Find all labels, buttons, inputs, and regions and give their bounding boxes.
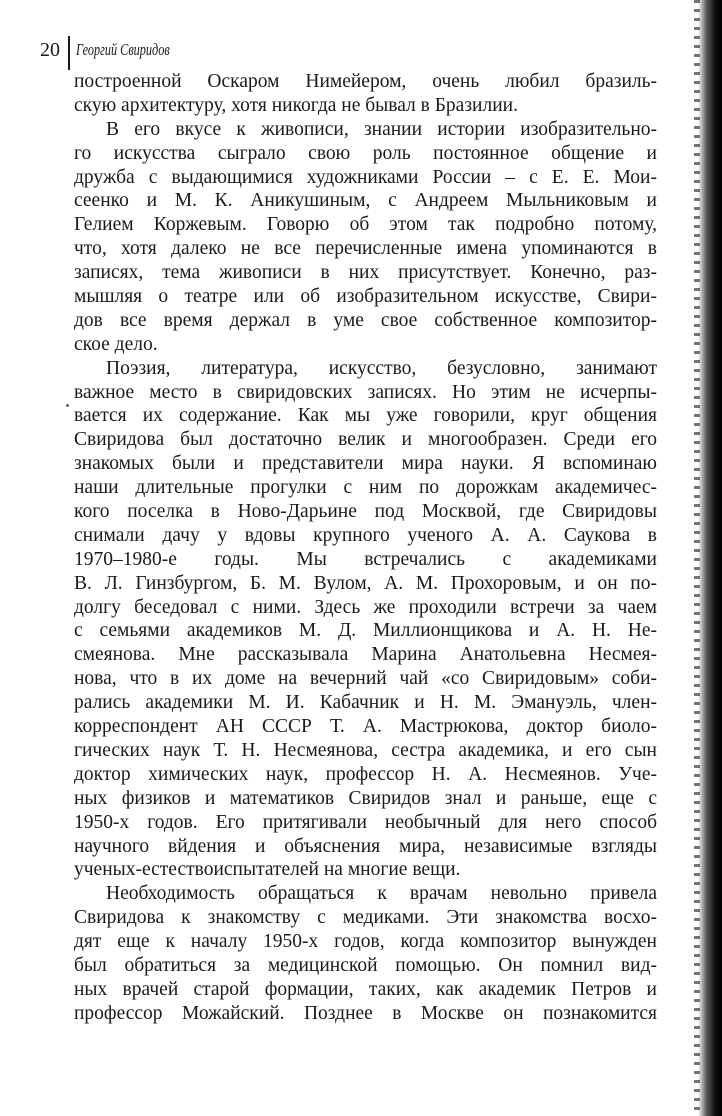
text-line: ученых-естествоиспытателей на многие вещи. — [74, 859, 461, 881]
text-line: профессор Можайский. Позднее в Москве он познакомится — [74, 1002, 657, 1024]
text-line: го искусства сыграло свою роль постоянное общение и — [74, 142, 657, 164]
body-text — [74, 70, 657, 1026]
text-line: с семьями академиков М. Д. Миллионщикова и А. Н. Не- — [74, 620, 657, 642]
text-line: ных врачей старой формации, таких, как академик Петров и — [74, 978, 657, 1000]
text-line: гических наук Т. Н. Несмеянова, сестра академика, и его сын — [74, 739, 657, 761]
text-line: мышляя о театре или об изобразительном искусстве, Свири- — [74, 286, 657, 308]
text-line: В его вкусе к живописи, знании истории изобразительно- — [106, 118, 657, 140]
text-line: что, хотя далеко не все перечисленные имена упоминаются в — [74, 238, 657, 260]
text-line: снимали дачу у вдовы крупного ученого А. А. Саукова в — [74, 524, 657, 546]
text-line: ское дело. — [74, 333, 158, 355]
text-line: сеенко и М. К. Аникушиным, с Андреем Мыльниковым и — [74, 190, 657, 212]
text-line: знакомых были и представители мира науки. Я вспоминаю — [74, 453, 657, 475]
text-line: наши длительные прогулки с ним по дорожкам академичес- — [74, 477, 657, 499]
text-line: 1950-х годов. Его притягивали необычный для него способ — [74, 811, 657, 833]
text-line: Свиридова к знакомству с медиками. Эти знакомства восхо- — [74, 907, 657, 929]
header-divider — [68, 36, 70, 70]
text-line: ных физиков и математиков Свиридов знал и раньше, еще с — [74, 787, 657, 809]
text-line: В. Л. Гинзбургом, Б. М. Вулом, А. М. Прохоровым, и он по- — [74, 572, 657, 594]
text-line: доктор химических наук, профессор Н. А. Несмеянов. Уче- — [74, 763, 657, 785]
scan-speck — [66, 404, 69, 407]
page-number: 20 — [40, 39, 60, 61]
text-line: дружба с выдающимися художниками России – с Е. Е. Мои- — [74, 166, 657, 188]
text-line: дов все время держал в уме свое собственное композитор- — [74, 309, 657, 331]
text-line: скую архитектуру, хотя никогда не бывал в Бразилии. — [74, 94, 518, 116]
text-line: вается их содержание. Как мы уже говорили, круг общения — [74, 405, 657, 427]
text-line: научного вйдения и объяснения мира, независимые взгляды — [74, 835, 657, 857]
text-line: важное место в свиридовских записях. Но этим не исчерпы- — [74, 381, 657, 403]
text-line: кого поселка в Ново-Дарьине под Москвой, где Свиридовы — [74, 501, 657, 523]
text-line: Свиридова был достаточно велик и многообразен. Среди его — [74, 429, 657, 451]
text-line: Необходимость обращаться к врачам невольно привела — [106, 883, 657, 905]
text-line: нова, что в их доме на вечерний чай «со Свиридовым» соби- — [74, 668, 657, 690]
text-line: был обратиться за медицинской помощью. Он помнил вид- — [74, 954, 657, 976]
text-line: долгу беседовал с ними. Здесь же проходили встречи за чаем — [74, 596, 657, 618]
text-line: Гелием Коржевым. Говорю об этом так подробно потому, — [74, 214, 657, 236]
text-line: записях, тема живописи в них присутствует. Конечно, раз- — [74, 262, 657, 284]
scan-binding-shadow — [698, 0, 722, 1116]
text-line: построенной Оскаром Нимейером, очень любил бразиль- — [74, 71, 657, 92]
text-line: 1970–1980-е годы. Мы встречались с академиками — [74, 548, 657, 570]
text-line: рались академики М. И. Кабачник и Н. М. Эмануэль, член- — [74, 692, 657, 714]
text-line: корреспондент АН СССР Т. А. Мастрюкова, доктор биоло- — [74, 716, 657, 738]
text-line: дят еще к началу 1950-х годов, когда композитор вынужден — [74, 931, 657, 953]
text-line: смеянова. Мне рассказывала Марина Анатольевна Несмея- — [74, 644, 657, 666]
text-line: Поэзия, литература, искусство, безусловно, занимают — [106, 357, 657, 379]
running-head: Георгий Свиридов — [76, 40, 170, 59]
